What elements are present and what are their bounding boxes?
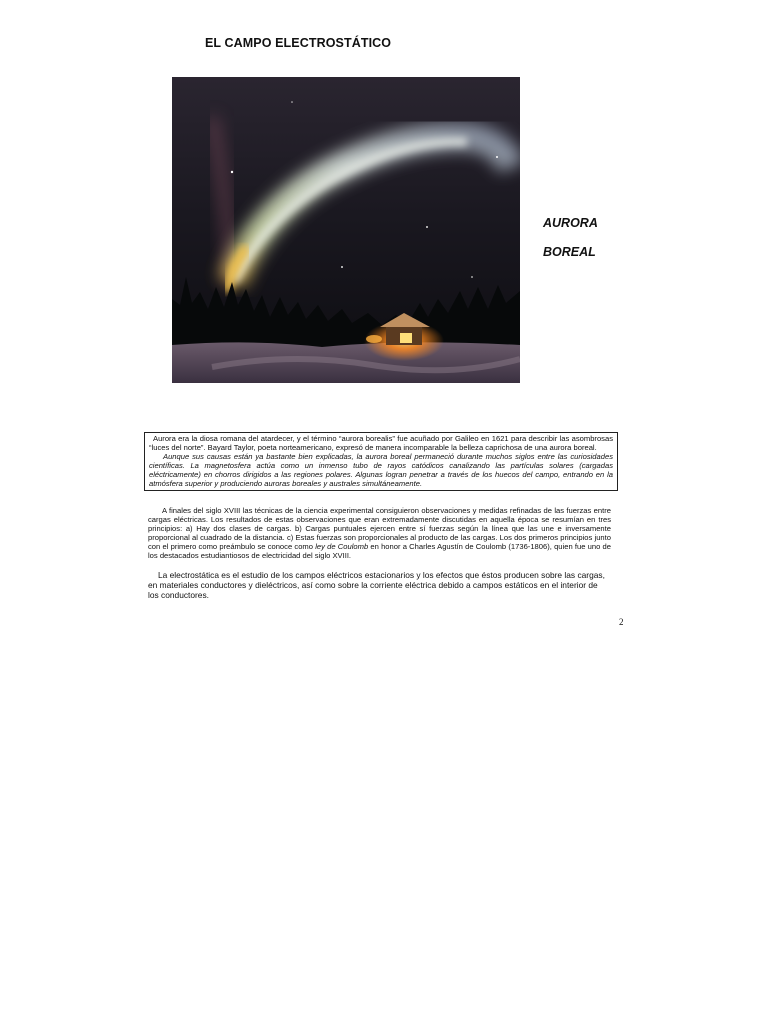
figure-caption-line1: AURORA	[543, 216, 598, 230]
page-number: 2	[619, 617, 624, 627]
aurora-image	[172, 77, 520, 383]
page-title: EL CAMPO ELECTROSTÁTICO	[205, 36, 392, 50]
body-text: en honor a Charles Agustín de Coulomb (1736-1806), quien fue uno de los destacados estudiantiosos de electricidad del siglo XVIII.	[148, 542, 611, 560]
aurora-photo	[172, 77, 520, 383]
info-box-paragraph-italic: Aunque sus causas están ya bastante bien explicadas, la aurora boreal permaneció durante muchos siglos entre las curiosidades científicas. La magnetosfera actúa como un inmenso tubo de rayos catódicos canalizando las partículas solares (cargadas eléctricamente) en chorros dirigidos a las regiones polares. Algunas logran penetrar a través de los huecos del campo, entrando en la atmósfera superior y produciendo auroras boreales y australes simultáneamente.	[149, 452, 613, 488]
coulomb-law-term: ley de Coulomb	[315, 542, 369, 551]
info-box	[144, 432, 618, 491]
body-paragraph-coulomb	[148, 506, 611, 560]
info-box-paragraph: Aurora era la diosa romana del atardecer, y el término “aurora borealis” fue acuñado por Galileo en 1621 para describir las asombrosas “luces del norte”. Bayard Taylor, poeta norteamericano, expresó de manera incomparable la belleza caprichosa de una aurora boreal.	[149, 434, 613, 452]
body-paragraph-electrostatics: La electrostática es el estudio de los campos eléctricos estacionarios y los efectos que éstos producen sobre las cargas, en materiales conductores y dieléctricos, así como sobre la corriente eléctrica debido a campos estáticos en el interior de los conductores.	[148, 570, 605, 600]
figure-caption-line2: BOREAL	[543, 245, 596, 259]
body-text: A finales del siglo XVIII las técnicas de la ciencia experimental consiguieron observaciones y medidas refinadas de las fuerzas entre cargas eléctricas. Los resultados de estas observaciones que eran extremadamente discutidas en aquella época se resumían en tres principios: a) Hay dos clases de cargas. b) Cargas puntuales ejercen entre sí fuerzas según la línea que las une e inversamente proporcional al cuadrado de la distancia. c) Estas fuerzas son proporcionales al producto de las cargas. Los dos primeros principios junto con el primero como preámbulo se conoce como	[148, 506, 611, 551]
